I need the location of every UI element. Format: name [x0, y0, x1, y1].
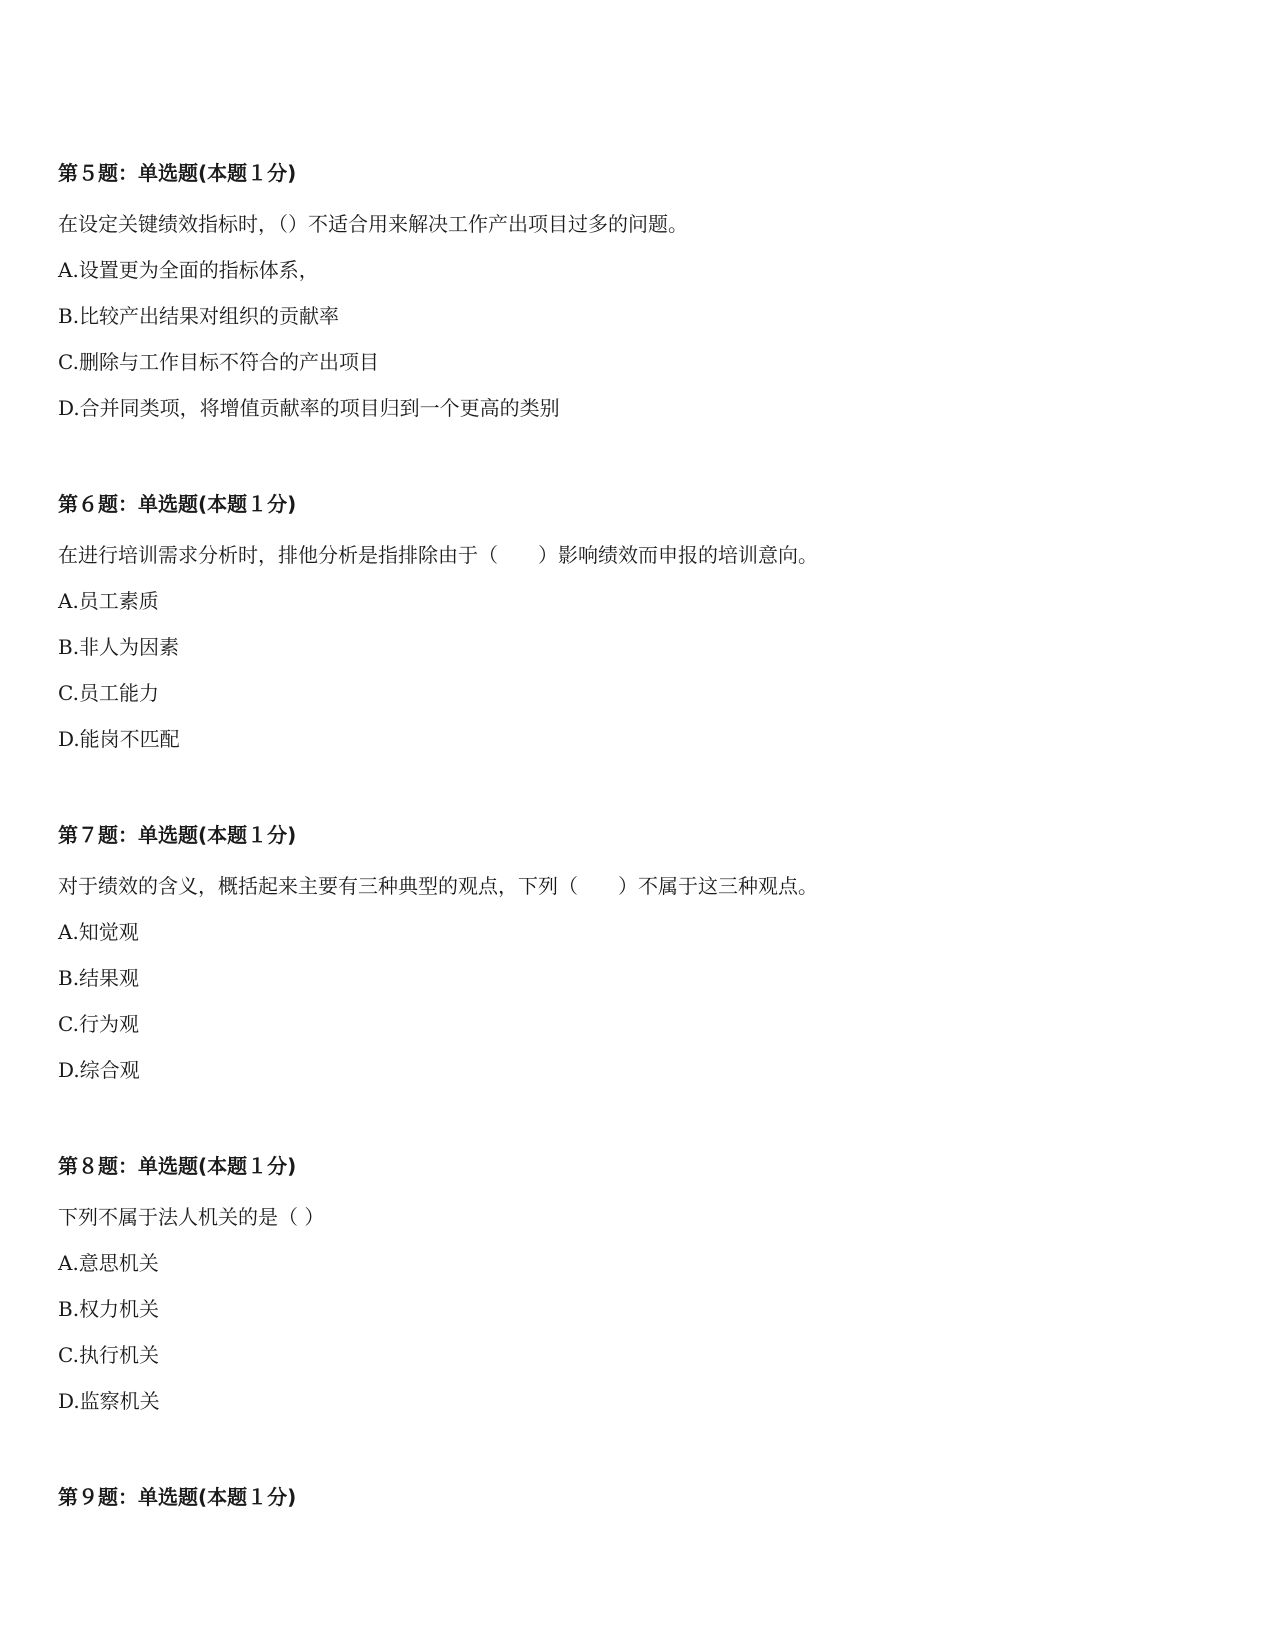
option-a: A.设置更为全面的指标体系，: [58, 258, 319, 282]
option-c: C.员工能力: [58, 681, 159, 705]
question-7: [58, 821, 1218, 1084]
question-5: [58, 159, 1218, 422]
option-c: C.执行机关: [58, 1343, 159, 1367]
option-b: B.权力机关: [58, 1297, 160, 1321]
option-d: D.综合观: [58, 1058, 140, 1082]
question-stem: 在设定关键绩效指标时，（）不适合用来解决工作产出项目过多的问题。: [58, 212, 688, 236]
option-b: B.比较产出结果对组织的贡献率: [58, 304, 340, 328]
question-heading: 第８题：单选题(本题１分): [58, 1154, 297, 1178]
option-a: A.员工素质: [58, 589, 159, 613]
option-b: B.结果观: [58, 966, 140, 990]
option-d: D.监察机关: [58, 1389, 160, 1413]
option-d: D.能岗不匹配: [58, 727, 180, 751]
question-stem: 对于绩效的含义，概括起来主要有三种典型的观点，下列（ ）不属于这三种观点。: [58, 874, 818, 898]
option-d: D.合并同类项，将增值贡献率的项目归到一个更高的类别: [58, 396, 560, 420]
question-6: [58, 490, 1218, 753]
option-b: B.非人为因素: [58, 635, 180, 659]
question-stem: 下列不属于法人机关的是（ ）: [58, 1205, 325, 1229]
option-a: A.知觉观: [58, 920, 139, 944]
question-heading: 第６题：单选题(本题１分): [58, 492, 297, 516]
option-c: C.删除与工作目标不符合的产出项目: [58, 350, 379, 374]
question-heading: 第９题：单选题(本题１分): [58, 1485, 297, 1509]
question-heading: 第５题：单选题(本题１分): [58, 161, 297, 185]
question-stem: 在进行培训需求分析时，排他分析是指排除由于（ ）影响绩效而申报的培训意向。: [58, 543, 818, 567]
question-9: [58, 1483, 1218, 1511]
question-heading: 第７题：单选题(本题１分): [58, 823, 297, 847]
option-c: C.行为观: [58, 1012, 139, 1036]
option-a: A.意思机关: [58, 1251, 159, 1275]
question-8: [58, 1152, 1218, 1415]
